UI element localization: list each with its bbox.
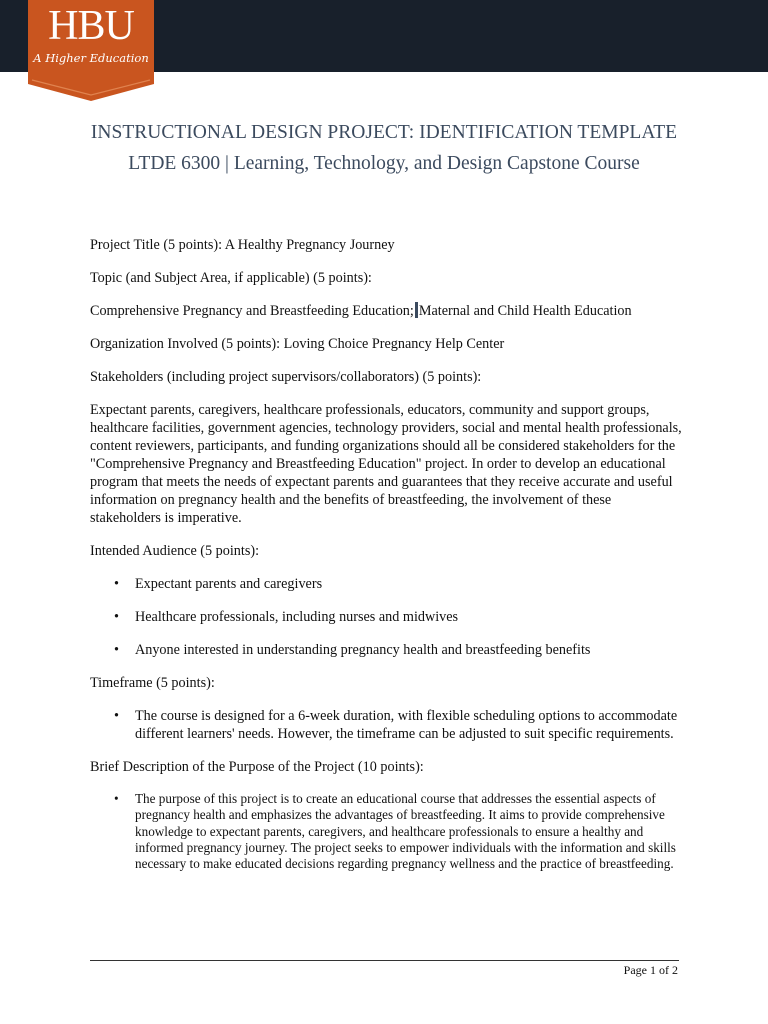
document-title: INSTRUCTIONAL DESIGN PROJECT: IDENTIFICATION TEMPLATE <box>90 122 678 143</box>
text-cursor <box>415 302 418 318</box>
list-item-text: Expectant parents and caregivers <box>135 576 323 592</box>
audience-list <box>90 575 682 659</box>
document-body <box>90 236 682 887</box>
bullet: • <box>114 708 119 724</box>
purpose-label: Brief Description of the Purpose of the Project (10 points): <box>90 759 424 775</box>
hbu-logo <box>28 0 154 102</box>
logo-text: HBU <box>48 3 134 49</box>
bullet: • <box>114 576 119 592</box>
audience-label: Intended Audience (5 points): <box>90 543 260 559</box>
list-item-text: Healthcare professionals, including nurses and midwives <box>135 609 459 625</box>
list-item <box>90 608 682 626</box>
logo-tagline: A Higher Education <box>33 51 149 65</box>
project-title: Project Title (5 points): A Healthy Pregnancy Journey <box>90 237 395 253</box>
topic-value <box>90 302 682 320</box>
topic-label: Topic (and Subject Area, if applicable) (5 points): <box>90 270 372 286</box>
topic-value-part1: Comprehensive Pregnancy and Breastfeeding Education; <box>90 303 414 319</box>
purpose-list <box>90 791 682 872</box>
bullet: • <box>114 642 119 658</box>
list-item-text: The course is designed for a 6-week duration, with flexible scheduling options to accommodate different learners' needs. However, the timeframe can be adjusted to suit specific requirements. <box>135 708 678 742</box>
bullet: • <box>114 609 119 625</box>
timeframe-list <box>90 707 682 743</box>
footer-rule <box>90 960 679 961</box>
stakeholders-label: Stakeholders (including project supervisors/collaborators) (5 points): <box>90 369 482 385</box>
list-item <box>90 791 682 872</box>
list-item-text: The purpose of this project is to create an educational course that addresses the essential aspects of pregnancy health and emphasizes the advantages of breastfeeding. It aims to provide comprehensive knowledge to expectant parents, caregivers, and healthcare professionals to ensure a healthy and informed pregnancy journey. The project seeks to empower individuals with the information and skills necessary to make educated decisions regarding pregnancy wellness and the practice of breastfeeding. <box>135 791 676 872</box>
list-item <box>90 707 682 743</box>
stakeholders-text: Expectant parents, caregivers, healthcare professionals, educators, community and support groups, healthcare facilities, government agencies, technology providers, social and mental health professionals, content reviewers, participants, and funding organizations should all be considered stakeholders for the "Comprehensive Pregnancy and Breastfeeding Education" project. In order to develop an educational program that meets the needs of expectant parents and guarantees that they receive accurate and useful information on pregnancy health and the benefits of breastfeeding, the involvement of these stakeholders is imperative. <box>90 402 682 526</box>
list-item-text: Anyone interested in understanding pregnancy health and breastfeeding benefits <box>135 642 591 658</box>
bullet: • <box>114 791 119 806</box>
course-title: LTDE 6300 | Learning, Technology, and Design Capstone Course <box>128 153 640 174</box>
list-item <box>90 575 682 593</box>
topic-value-part2: Maternal and Child Health Education <box>418 303 632 319</box>
organization: Organization Involved (5 points): Loving Choice Pregnancy Help Center <box>90 336 505 352</box>
timeframe-label: Timeframe (5 points): <box>90 675 215 691</box>
list-item <box>90 641 682 659</box>
page-number: Page 1 of 2 <box>623 963 678 977</box>
